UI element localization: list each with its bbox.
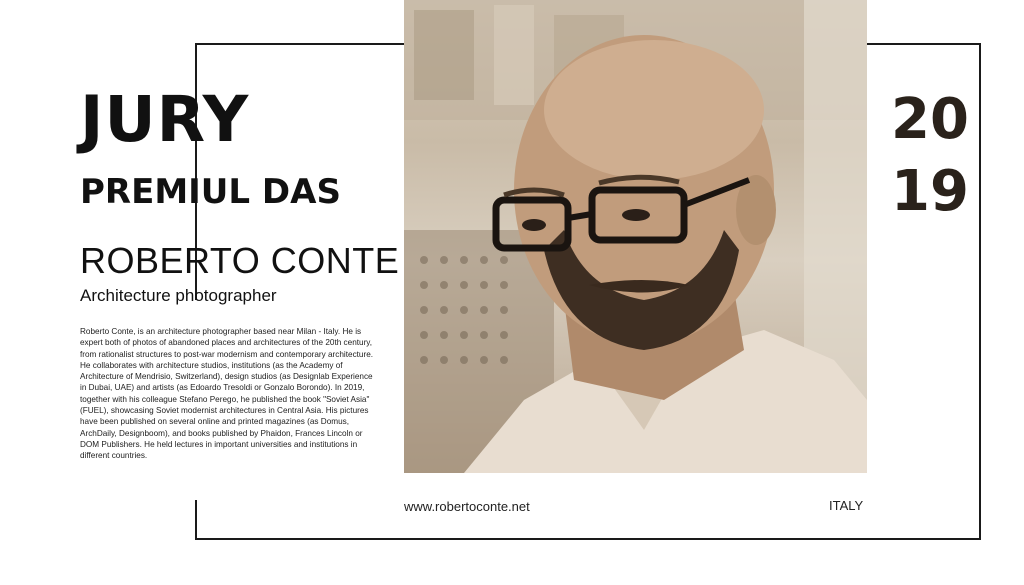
portrait-photo	[404, 0, 867, 473]
jury-member-bio: Roberto Conte, is an architecture photographer based near Milan - Italy. He is expert both of photos of abandoned places and architectures of the 20th century, from rationalist structures to post-war modernism and contemporary architecture. He collaborates with architecture studios, institutions (as the Academy of Architecture of Mendrisio, Switzerland), design studios (as Designlab Experience in Dubai, UAE) and artists (as Edoardo Tresoldi or Gonzalo Borondo). In 2019, together with his colleague Stefano Perego, he published the book "Soviet Asia" (FUEL), showcasing Soviet modernist architectures in Central Asia. His pictures have been published on several online and printed magazines (as Domus, ArchDaily, Designboom), and books published by Phaidon, Frances Lincoln or DOM Publishers. He held lectures in important universities and institutions in different countries.	[80, 327, 374, 461]
jury-member-role: Architecture photographer	[80, 286, 277, 305]
year-second-half: 19	[891, 159, 969, 224]
jury-heading: JURY	[80, 83, 250, 156]
country-label: ITALY	[829, 498, 864, 513]
website-link[interactable]: www.robertoconte.net	[404, 499, 530, 514]
portrait-illustration	[404, 0, 867, 473]
jury-member-name: ROBERTO CONTE	[80, 240, 400, 281]
award-heading: PREMIUL DAS	[80, 172, 341, 212]
year-first-half: 20	[891, 87, 969, 152]
